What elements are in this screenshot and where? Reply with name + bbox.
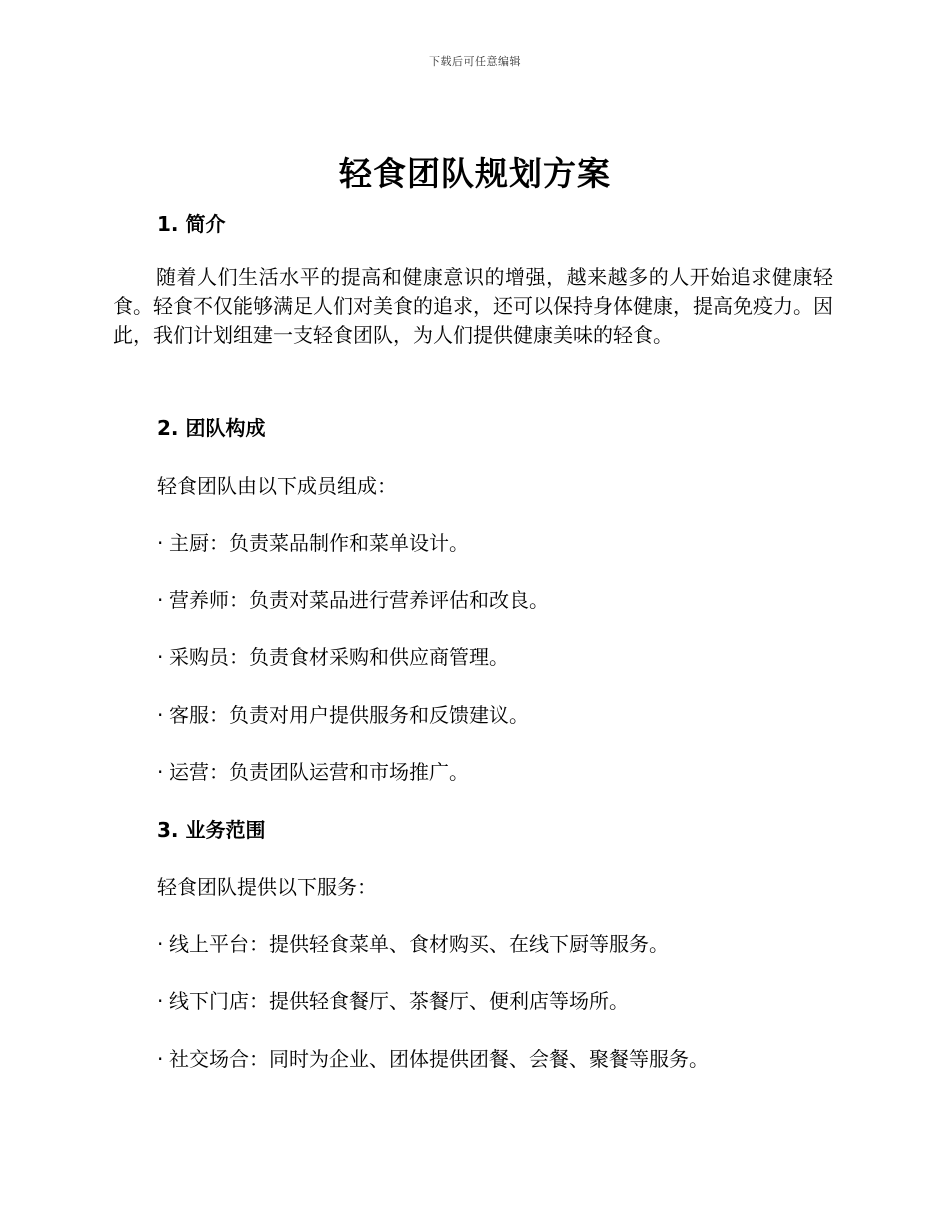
bullet-icon: · bbox=[157, 645, 164, 669]
list-item-text: 客服：负责对用户提供服务和反馈建议。 bbox=[169, 703, 529, 727]
intro-paragraph: 随着人们生活水平的提高和健康意识的增强，越来越多的人开始追求健康轻食。轻食不仅能够满足人们对美食的追求，还可以保持身体健康，提高免疫力。因此，我们计划组建一支轻食团队，为人们提供健康美味的轻食。 bbox=[113, 265, 833, 347]
list-item bbox=[157, 699, 529, 728]
header-note: 下载后可任意编辑 bbox=[429, 55, 521, 68]
team-intro: 轻食团队由以下成员组成： bbox=[157, 474, 397, 498]
list-item bbox=[157, 928, 669, 957]
bullet-icon: · bbox=[157, 989, 164, 1013]
list-item bbox=[157, 985, 629, 1014]
bullet-icon: · bbox=[157, 703, 164, 727]
list-item bbox=[157, 527, 469, 556]
list-item-text: 采购员：负责食材采购和供应商管理。 bbox=[169, 645, 509, 669]
list-item-text: 运营：负责团队运营和市场推广。 bbox=[169, 760, 469, 784]
list-item bbox=[157, 1043, 709, 1072]
bullet-icon: · bbox=[157, 1047, 164, 1071]
list-item bbox=[157, 756, 469, 785]
business-intro: 轻食团队提供以下服务： bbox=[157, 875, 377, 899]
section-heading-team: 2. 团队构成 bbox=[157, 416, 266, 440]
bullet-icon: · bbox=[157, 932, 164, 956]
bullet-icon: · bbox=[157, 760, 164, 784]
list-item-text: 营养师：负责对菜品进行营养评估和改良。 bbox=[169, 588, 549, 612]
bullet-icon: · bbox=[157, 588, 164, 612]
list-item-text: 主厨：负责菜品制作和菜单设计。 bbox=[169, 531, 469, 555]
bullet-icon: · bbox=[157, 531, 164, 555]
list-item bbox=[157, 641, 509, 670]
list-item-text: 线下门店：提供轻食餐厅、茶餐厅、便利店等场所。 bbox=[169, 989, 629, 1013]
list-item-text: 社交场合：同时为企业、团体提供团餐、会餐、聚餐等服务。 bbox=[169, 1047, 709, 1071]
section-heading-business: 3. 业务范围 bbox=[157, 818, 266, 842]
section-heading-intro: 1. 简介 bbox=[157, 212, 226, 236]
document-title: 轻食团队规划方案 bbox=[339, 154, 611, 193]
list-item-text: 线上平台：提供轻食菜单、食材购买、在线下厨等服务。 bbox=[169, 932, 669, 956]
list-item bbox=[157, 584, 549, 613]
